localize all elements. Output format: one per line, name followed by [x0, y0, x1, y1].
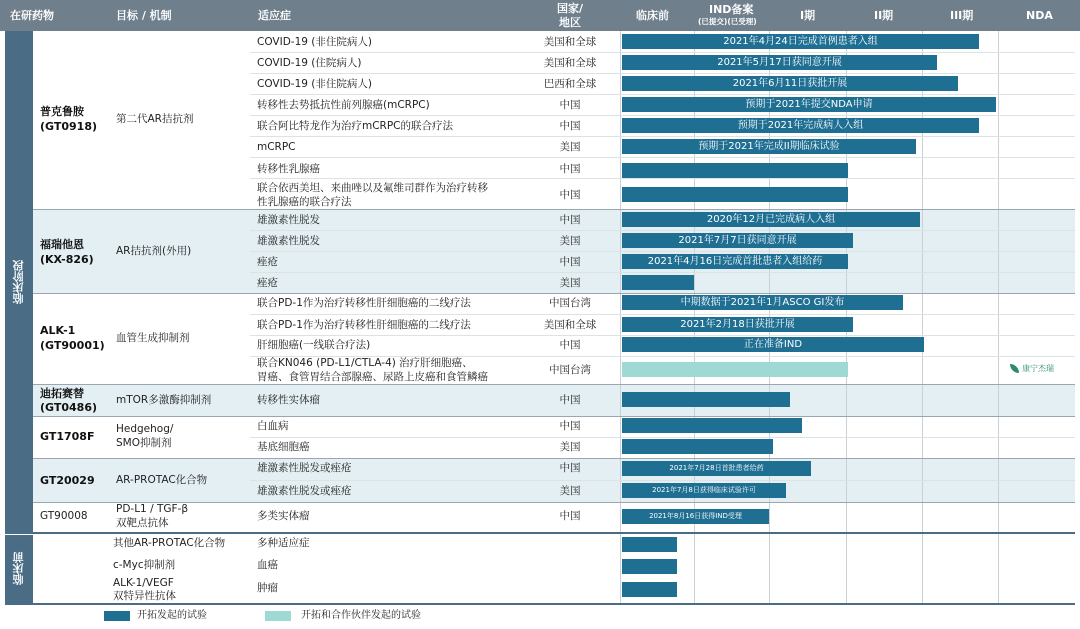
- row-line: [250, 73, 1075, 74]
- drug-code: (KX-826): [40, 253, 94, 266]
- row-line: [250, 335, 1075, 336]
- partner-progress-bar: [622, 362, 848, 377]
- indication-cell: 肝细胞癌(一线联合疗法): [257, 339, 371, 351]
- leaf-icon: [1010, 364, 1019, 373]
- drug-code: (GT0486): [40, 401, 98, 414]
- legend-swatch-partner: [265, 611, 291, 621]
- region-cell: 中国: [559, 214, 581, 226]
- group-line: [33, 384, 1075, 385]
- drug-mechanism-line2: 双靶点抗体: [116, 517, 169, 529]
- group-line: [33, 502, 1075, 503]
- indication-cell: COVID-19 (非住院病人): [257, 36, 372, 48]
- drug-mechanism: 血管生成抑制剂: [116, 332, 190, 344]
- region-cell: 中国: [559, 420, 581, 432]
- legend-label-company: 开拓发起的试验: [137, 610, 207, 621]
- region-cell: 中国: [559, 510, 581, 522]
- indication-cell: 基底细胞癌: [257, 441, 310, 453]
- indication-cell: COVID-19 (住院病人): [257, 57, 362, 69]
- indication-cell: 联合PD-1作为治疗转移性肝细胞癌的二线疗法: [257, 319, 471, 331]
- indication-cell: 联合阿比特龙作为治疗mCRPC的联合疗法: [257, 120, 454, 132]
- drug-mechanism: 第二代AR拮抗剂: [116, 113, 194, 125]
- group-line: [33, 416, 1075, 417]
- progress-bar: 2021年4月16日完成首批患者入组给药: [622, 254, 848, 269]
- preclinical-drug: 其他AR-PROTAC化合物: [113, 537, 226, 549]
- indication-cell: 转移性乳腺癌: [257, 163, 320, 175]
- legend-swatch-company: [104, 611, 130, 621]
- indication-cell: 联合PD-1作为治疗转移性肝细胞癌的二线疗法: [257, 297, 471, 309]
- drug-mechanism-line2: SMO抑制剂: [116, 437, 172, 449]
- header-ind-line1: IND备案: [709, 3, 754, 16]
- region-cell: 美国: [559, 441, 581, 453]
- row-line: [250, 157, 1075, 158]
- group-line: [33, 209, 1075, 210]
- drug-name: GT1708F: [40, 430, 95, 443]
- drug-mechanism: Hedgehog/: [116, 423, 174, 435]
- indication-cell: 肿瘤: [257, 582, 278, 594]
- indication-cell-line2: 性乳腺癌的联合疗法: [257, 196, 352, 208]
- stage-divider: [5, 532, 1075, 534]
- header-phase1: I期: [800, 9, 816, 22]
- indication-cell: 联合KN046 (PD-L1/CTLA-4) 治疗肝细胞癌、: [257, 357, 473, 369]
- progress-bar: [622, 392, 790, 407]
- progress-bar: 2020年12月已完成病人入组: [622, 212, 920, 227]
- progress-bar: 2021年7月7日获同意开展: [622, 233, 853, 248]
- region-cell: 中国: [559, 189, 581, 201]
- progress-bar: 中期数据于2021年1月ASCO GI发布: [622, 295, 903, 310]
- row-line: [250, 480, 1075, 481]
- progress-bar: [622, 187, 848, 202]
- indication-cell: 雄激素性脱发或痤疮: [257, 485, 352, 497]
- indication-cell: 雄激素性脱发: [257, 235, 320, 247]
- drug-mechanism: PD-L1 / TGF-β: [116, 503, 189, 515]
- drug-mechanism: AR拮抗剂(外用): [116, 245, 192, 257]
- region-cell: 中国: [559, 339, 581, 351]
- progress-bar: [622, 582, 677, 597]
- progress-bar: 2021年7月8日获得临床试验许可: [622, 483, 786, 498]
- indication-cell: 痤疮: [257, 256, 278, 268]
- progress-bar: 2021年4月24日完成首例患者入组: [622, 34, 979, 49]
- progress-bar: 预期于2021年完成II期临床试验: [622, 139, 916, 154]
- header-phase2: II期: [874, 9, 894, 22]
- row-line: [250, 52, 1075, 53]
- row-line: [250, 178, 1075, 179]
- header-target: 目标 / 机制: [116, 9, 172, 22]
- progress-bar: 2021年6月11日获批开展: [622, 76, 958, 91]
- drug-name: ALK-1: [40, 324, 76, 337]
- drug-code: (GT90001): [40, 339, 105, 352]
- progress-bar: 2021年8月16日获得IND受理: [622, 509, 769, 524]
- progress-bar: [622, 559, 677, 574]
- indication-cell: 血癌: [257, 559, 278, 571]
- indication-cell: 雄激素性脱发: [257, 214, 320, 226]
- header-region-line1: 国家/: [557, 2, 584, 15]
- drug-mechanism: AR-PROTAC化合物: [116, 474, 208, 486]
- region-cell: 中国台湾: [549, 297, 591, 309]
- header-drug: 在研药物: [10, 9, 54, 22]
- region-cell: 美国和全球: [543, 319, 597, 331]
- progress-bar: [622, 439, 773, 454]
- region-cell: 中国: [559, 256, 581, 268]
- region-cell: 中国: [559, 394, 581, 406]
- header-region-line2: 地区: [559, 16, 581, 29]
- progress-bar: [622, 163, 848, 178]
- indication-cell: 转移性去势抵抗性前列腺癌(mCRPC): [257, 99, 430, 111]
- partner-logo-text: 康宁杰瑞: [1022, 364, 1054, 373]
- drug-code: (GT0918): [40, 120, 98, 133]
- grid-line: [998, 31, 999, 603]
- region-cell: 中国: [559, 462, 581, 474]
- stage-preclinical-label: 临床前: [12, 552, 25, 586]
- drug-name: GT90008: [40, 510, 88, 522]
- row-line: [250, 115, 1075, 116]
- indication-cell: 白血病: [257, 420, 289, 432]
- row-line: [250, 94, 1075, 95]
- header-preclinical: 临床前: [636, 9, 669, 22]
- region-cell: 中国: [559, 163, 581, 175]
- table-bottom-line: [5, 603, 1075, 605]
- stage-preclinical: [5, 535, 33, 603]
- indication-cell: 转移性实体瘤: [257, 394, 320, 406]
- indication-cell-line2: 胃癌、食管胃结合部腺癌、尿路上皮癌和食管鳞癌: [257, 371, 488, 383]
- region-cell: 中国台湾: [549, 364, 591, 376]
- region-cell: 美国: [559, 485, 581, 497]
- progress-bar: [622, 275, 694, 290]
- stage-clinical-label: 临床阶段: [12, 260, 25, 304]
- header-phase3: III期: [950, 9, 974, 22]
- row-line: [250, 136, 1075, 137]
- drug-name: GT20029: [40, 474, 95, 487]
- grid-line: [620, 31, 621, 603]
- drug-mechanism: mTOR多激酶抑制剂: [116, 394, 212, 406]
- region-cell: 美国: [559, 277, 581, 289]
- progress-bar: 2021年7月28日首批患者给药: [622, 461, 811, 476]
- drug-name: 普克鲁胺: [40, 105, 84, 118]
- region-cell: 美国和全球: [543, 36, 597, 48]
- row-line: [250, 230, 1075, 231]
- progress-bar: [622, 418, 802, 433]
- indication-cell: 多种适应症: [257, 537, 310, 549]
- indication-cell: 痤疮: [257, 277, 278, 289]
- progress-bar: [622, 537, 677, 552]
- header-indication: 适应症: [258, 9, 291, 22]
- progress-bar: 预期于2021年完成病人入组: [622, 118, 979, 133]
- progress-bar: 预期于2021年提交NDA申请: [622, 97, 996, 112]
- row-line: [250, 251, 1075, 252]
- progress-bar: 正在准备IND: [622, 337, 924, 352]
- indication-cell: mCRPC: [257, 141, 296, 153]
- stage-clinical: [5, 31, 33, 533]
- region-cell: 中国: [559, 99, 581, 111]
- region-cell: 美国: [559, 141, 581, 153]
- group-line: [33, 293, 1075, 294]
- progress-bar: 2021年5月17日获同意开展: [622, 55, 937, 70]
- header-nda: NDA: [1026, 9, 1053, 22]
- row-line: [250, 437, 1075, 438]
- row-line: [250, 314, 1075, 315]
- drug-name: 福瑞他恩: [40, 238, 84, 251]
- legend-label-partner: 开拓和合作伙伴发起的试验: [301, 610, 421, 621]
- row-line: [250, 272, 1075, 273]
- preclinical-drug: c-Myc抑制剂: [113, 559, 176, 571]
- preclinical-drug-line2: 双特异性抗体: [113, 590, 176, 602]
- indication-cell: COVID-19 (非住院病人): [257, 78, 372, 90]
- header-ind-line2: (已提交)(已受理): [698, 17, 757, 26]
- table-header: [0, 0, 1080, 31]
- group-line: [33, 458, 1075, 459]
- indication-cell: 雄激素性脱发或痤疮: [257, 462, 352, 474]
- region-cell: 美国和全球: [543, 57, 597, 69]
- progress-bar: 2021年2月18日获批开展: [622, 317, 853, 332]
- drug-name: 迪拓赛替: [40, 387, 84, 400]
- partner-logo: [1010, 362, 1058, 376]
- grid-line: [922, 31, 923, 603]
- region-cell: 巴西和全球: [543, 78, 597, 90]
- preclinical-drug: ALK-1/VEGF: [113, 577, 174, 589]
- indication-cell: 多类实体瘤: [257, 510, 310, 522]
- indication-cell: 联合依西美坦、来曲唑以及氟维司群作为治疗转移: [257, 182, 488, 194]
- region-cell: 中国: [559, 120, 581, 132]
- region-cell: 美国: [559, 235, 581, 247]
